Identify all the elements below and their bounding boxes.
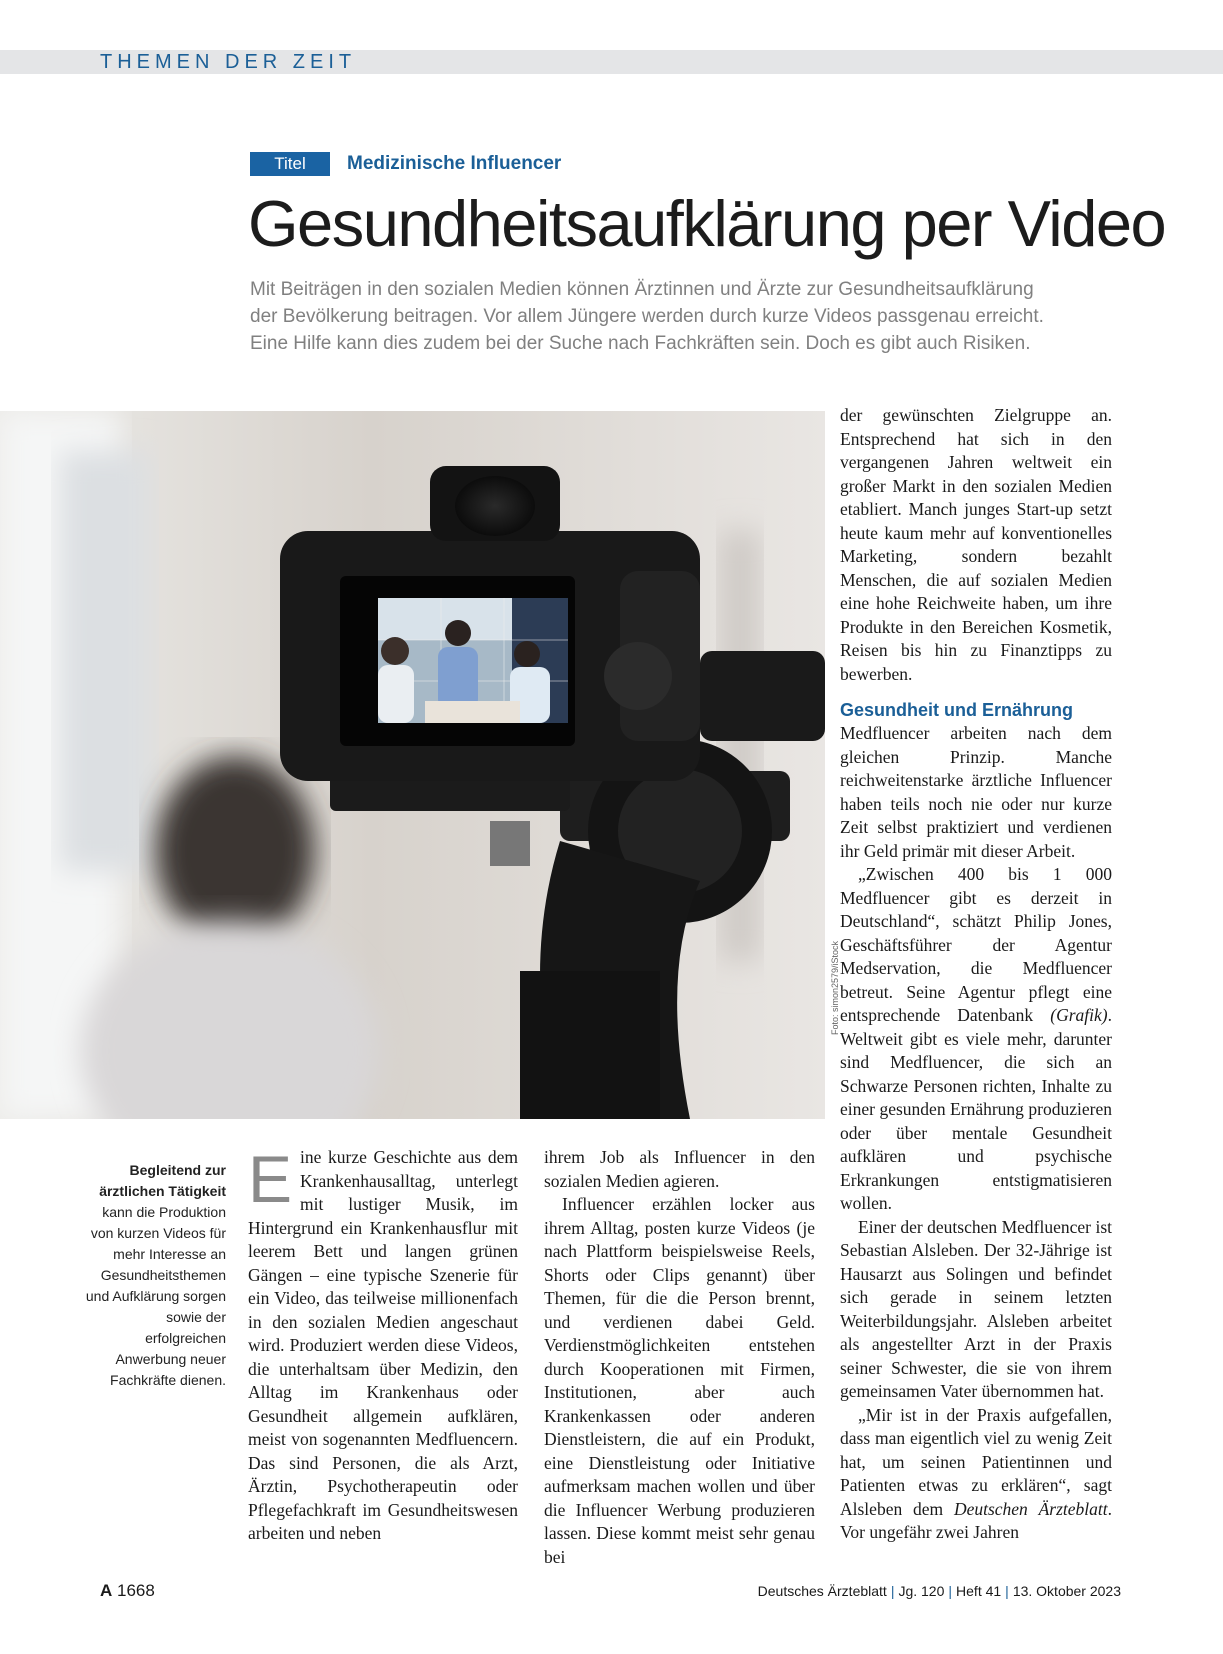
article-column-3 (840, 404, 1112, 1545)
journal-volume: Jg. 120 (898, 1583, 945, 1599)
paragraph: Medfluencer arbeiten nach dem gleichen Prinzip. Manche reichweitenstarke ärztliche Influencer haben teils noch nie oder nur kurze Zeit selbst praktiziert und verdienen ihr Geld primär mit dieser Arbeit. (840, 723, 1112, 861)
paragraph: Influencer erzählen locker aus ihrem Alltag, posten kurze Videos (je nach Plattform beispielsweise Reels, Shorts oder Clips genannt) über Themen, für die die Person brennt, und verdienen dabei Geld. Verdienstmöglichkeiten entstehen durch Kooperationen mit Firmen, Institutionen, aber auch Krankenkassen oder anderen Dienstleistern, die auf ein Produkt, eine Dienstleistung oder Initiative aufmerksam machen wollen und über die Influencer Werbung produzieren lassen. Diese kommt meist sehr genau bei (544, 1194, 815, 1567)
photo-credit: Foto: simon2579/iStock (830, 940, 840, 1035)
caption-text: kann die Produktion von kurzen Videos für mehr Interesse an Gesundheitsthemen und Aufklärung sorgen sowie der erfolgreichen Anwerbung neuer Fachkräfte dienen. (85, 1204, 226, 1388)
paragraph (840, 1404, 1112, 1545)
lead-line: Mit Beiträgen in den sozialen Medien können Ärztinnen und Ärzte zur Gesundheitsaufklärung (250, 279, 1034, 300)
kicker: Medizinische Influencer (347, 153, 562, 174)
section-label: THEMEN DER ZEIT (100, 51, 357, 73)
paragraph: ine kurze Geschichte aus dem Krankenhausalltag, unterlegt mit lustiger Musik, im Hintergrund ein Krankenhausflur mit leerem Bett und langen grünen Gängen – eine typische Szenerie für ein Video, das teilweise millionenfach in den sozialen Medien angeschaut wird. Produziert werden diese Videos, die unterhaltsam über Medizin, den Alltag im Krankenhaus oder Gesundheit allgemein aufklären, meist von sogenannten Medfluencern. Das sind Personen, die als Arzt, Ärztin, Psychotherapeutin oder Pflegefachkraft im Gesundheitswesen arbeiten und neben (248, 1147, 518, 1543)
page-number-value: 1668 (117, 1581, 155, 1600)
graphic-reference: (Grafik) (1050, 1005, 1108, 1025)
paragraph (840, 863, 1112, 1216)
lead-line: der Bevölkerung beitragen. Vor allem Jüngere werden durch kurze Videos passgenau erreicht. (250, 306, 1044, 327)
lead-paragraph (250, 276, 1190, 357)
journal-footer (758, 1583, 1121, 1599)
paragraph: der gewünschten Zielgruppe an. Entsprechend hat sich in den vergangenen Jahren weltweit ein großer Markt in den sozialen Medien etabliert. Manch junges Start-up setzt heute kaum mehr auf konventionelles Marketing, sondern bezahlt Menschen, die auf sozialen Medien eine hohe Reichweite haben, um ihre Produkte in den Bereichen Kosmetik, Reisen bis hin zu Finanztipps zu bewerben. (840, 405, 1112, 684)
caption-bold: Begleitend zur ärztlichen Tätigkeit (99, 1162, 226, 1199)
paragraph: ihrem Job als Influencer in den sozialen Medien agieren. (544, 1147, 815, 1191)
journal-date: 13. Oktober 2023 (1012, 1583, 1121, 1599)
camera-photo-illustration (0, 411, 825, 1119)
article-column-2 (544, 1146, 815, 1569)
page-number (100, 1581, 155, 1601)
journal-issue: Heft 41 (956, 1583, 1002, 1599)
drop-cap: E (248, 1142, 293, 1216)
separator: | (948, 1583, 953, 1599)
article-column-1 (248, 1142, 518, 1546)
lead-line: Eine Hilfe kann dies zudem bei der Suche nach Fachkräften sein. Doch es gibt auch Risiken. (250, 333, 1031, 354)
paragraph-text: . Weltweit gibt es viele mehr, darunter sind Medfluencer, die sich an Schwarze Personen richten, Inhalte zu einer gesunden Ernährung produzieren oder über mentale Gesundheit aufklären und psychische Erkrankungen entstigmatisieren wollen. (840, 1005, 1112, 1213)
category-badge: Titel (250, 152, 330, 176)
page-prefix: A (100, 1581, 113, 1600)
paragraph-text: . Vor ungefähr zwei Jahren (840, 1498, 1112, 1542)
paragraph: Einer der deutschen Medfluencer ist Sebastian Alsleben. Der 32-Jährige ist Hausarzt aus Solingen und befindet sich gerade in seinem letzten Weiterbildungsjahr. Alsleben arbeitet als angestellter Arzt in der Praxis seiner Schwester, die sie von ihrem gemeinsamen Vater übernommen hat. (840, 1216, 1112, 1401)
separator: | (890, 1583, 895, 1599)
paragraph-text: „Mir ist in der Praxis aufgefallen, dass man eigentlich viel zu wenig Zeit hat, um seinen Patientinnen und Patienten etwas zu erklären“, sagt Alsleben dem (840, 1404, 1112, 1519)
separator: | (1005, 1583, 1009, 1599)
article-photo (0, 411, 825, 1119)
headline: Gesundheitsaufklärung per Video (248, 187, 1166, 260)
paragraph-text: „Zwischen 400 bis 1 000 Medfluencer gibt es derzeit in Deutschland“, schätzt Philip Jones, Geschäftsführer der Agentur Medservation, die Medfluencer betreut. Seine Agentur pflegt eine entsprechende Datenbank (840, 864, 1112, 1025)
subheading: Gesundheit und Ernährung (840, 700, 1073, 720)
photo-caption (84, 1160, 226, 1391)
journal-name: Deutschen Ärzteblatt (953, 1498, 1108, 1519)
journal-title: Deutsches Ärzteblatt (757, 1583, 887, 1599)
